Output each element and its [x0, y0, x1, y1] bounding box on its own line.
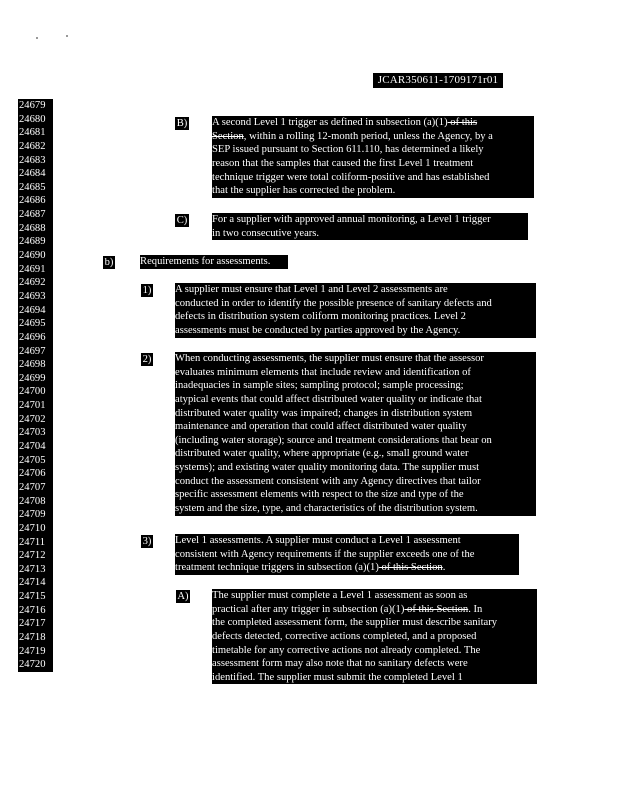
line-number: 24716: [19, 604, 46, 616]
line-number: 24698: [19, 359, 46, 371]
line-number: 24681: [19, 127, 46, 139]
line-number: 24703: [19, 427, 46, 439]
line-number: 24720: [19, 659, 46, 671]
item-2-line: distributed water quality, where appropriate (e.g., small ground water: [175, 448, 469, 460]
item-1-line: defects in distribution system coliform monitoring practices. Level 2: [175, 311, 466, 323]
item-2-line: inadequacies in sample sites; sampling protocol; sample processing;: [175, 380, 464, 392]
line-number: 24707: [19, 481, 46, 493]
section-b-heading: Requirements for assessments.: [140, 255, 288, 269]
line-number: 24701: [19, 400, 46, 412]
line-number: 24710: [19, 522, 46, 534]
item-2-line: When conducting assessments, the supplier must ensure that the assessor: [175, 353, 484, 364]
line-number: 24705: [19, 454, 46, 466]
item-c-line: in two consecutive years.: [212, 227, 320, 239]
item-2-line: (including water storage); source and treatment considerations that bear on: [175, 434, 492, 446]
line-number: 24714: [19, 577, 46, 589]
item-2-line: atypical events that could affect distributed water quality or indicate that: [175, 393, 482, 405]
scan-speck: [66, 35, 68, 37]
item-a-line: assessment form may also note that no sanitary defects were: [212, 658, 468, 670]
section-b-label: b): [104, 257, 114, 268]
item-a-text: [212, 589, 537, 684]
line-number: 24713: [19, 563, 46, 575]
line-number: 24702: [19, 413, 46, 425]
line-number: 24680: [19, 113, 46, 125]
line-number: 24689: [19, 236, 46, 248]
item-b-line: technique trigger were total coliform-positive and has established: [212, 171, 490, 183]
line-number: 24685: [19, 181, 46, 193]
line-number: 24688: [19, 222, 46, 234]
item-1-text: [175, 283, 536, 338]
line-number: 24691: [19, 263, 46, 275]
line-number: 24700: [19, 386, 46, 398]
line-number: 24715: [19, 591, 46, 603]
document-id-header: JCAR350611-1709171r01: [373, 73, 503, 88]
item-2-line: distributed water quality was impaired; changes in distribution system: [175, 407, 473, 419]
item-a-line-2: practical after any trigger in subsection (a)(1) of this Section. In: [212, 603, 483, 615]
line-number: 24695: [19, 318, 46, 330]
line-number: 24706: [19, 468, 46, 480]
line-number-gutter: [18, 99, 53, 672]
item-2-line: maintenance and operation that could affect distributed water quality: [175, 421, 467, 433]
item-c-label: C): [176, 215, 188, 226]
line-number: 24697: [19, 345, 46, 357]
line-number: 24692: [19, 277, 46, 289]
item-3-line-3: treatment technique triggers in subsection (a)(1) of this Section.: [175, 562, 446, 574]
line-number: 24679: [19, 100, 46, 111]
item-3-line: consistent with Agency requirements if the supplier exceeds one of the: [175, 548, 475, 560]
item-2-line: evaluates minimum elements that include review and identification of: [175, 366, 471, 378]
item-2-line: specific assessment elements with respect to the size and type of the: [175, 489, 464, 501]
line-number: 24718: [19, 631, 46, 643]
scan-speck: [36, 37, 38, 39]
line-number: 24682: [19, 140, 46, 152]
item-c-line: For a supplier with approved annual monitoring, a Level 1 trigger: [212, 214, 491, 225]
line-number: 24704: [19, 441, 46, 453]
line-number: 24687: [19, 209, 46, 221]
item-b-line: SEP issued pursuant to Section 611.110, has determined a likely: [212, 144, 484, 156]
item-a-line: the completed assessment form, the supplier must describe sanitary: [212, 617, 498, 629]
item-2-line: system and the size, type, and characteristics of the distribution system.: [175, 503, 478, 515]
item-3-label: 3): [142, 536, 152, 547]
item-3-line: Level 1 assessments. A supplier must conduct a Level 1 assessment: [175, 535, 461, 546]
item-3-text: [175, 534, 519, 575]
line-number: 24694: [19, 304, 46, 316]
line-number: 24696: [19, 331, 46, 343]
item-a-line: identified. The supplier must submit the completed Level 1: [212, 671, 463, 683]
item-a-line: defects detected, corrective actions completed, and a proposed: [212, 630, 477, 642]
line-number: 24684: [19, 168, 46, 180]
item-b-label: B): [176, 118, 188, 129]
item-2-text: [175, 352, 536, 516]
item-c-text: [212, 213, 528, 240]
line-number: 24693: [19, 290, 46, 302]
line-number: 24686: [19, 195, 46, 207]
item-b-line-2: Section, within a rolling 12-month period, unless the Agency, by a: [212, 130, 493, 142]
line-number: 24719: [19, 645, 46, 657]
line-number: 24709: [19, 509, 46, 521]
item-b-text: [212, 116, 534, 198]
item-b-line: that the supplier has corrected the problem.: [212, 185, 396, 197]
line-number: 24712: [19, 550, 46, 562]
item-a-label: A): [177, 591, 189, 602]
item-1-label: 1): [142, 285, 152, 296]
item-b-line: reason that the samples that caused the first Level 1 treatment: [212, 157, 474, 169]
line-number: 24690: [19, 250, 46, 262]
item-a-line: The supplier must complete a Level 1 assessment as soon as: [212, 590, 468, 601]
item-1-line: A supplier must ensure that Level 1 and Level 2 assessments are: [175, 284, 448, 295]
item-2-label: 2): [142, 354, 152, 365]
item-1-line: conducted in order to identify the possible presence of sanitary defects and: [175, 297, 492, 309]
line-number: 24683: [19, 154, 46, 166]
item-2-line: conduct the assessment consistent with any Agency directives that tailor: [175, 475, 481, 487]
line-number: 24699: [19, 372, 46, 384]
item-2-line: systems); and existing water quality monitoring data. The supplier must: [175, 462, 480, 474]
line-number: 24711: [19, 536, 46, 548]
line-number: 24708: [19, 495, 46, 507]
line-number: 24717: [19, 618, 46, 630]
item-b-line-1: A second Level 1 trigger as defined in subsection (a)(1) of this: [212, 117, 478, 128]
item-1-line: assessments must be conducted by parties approved by the Agency.: [175, 324, 461, 336]
item-a-line: timetable for any corrective actions not already completed. The: [212, 644, 481, 656]
